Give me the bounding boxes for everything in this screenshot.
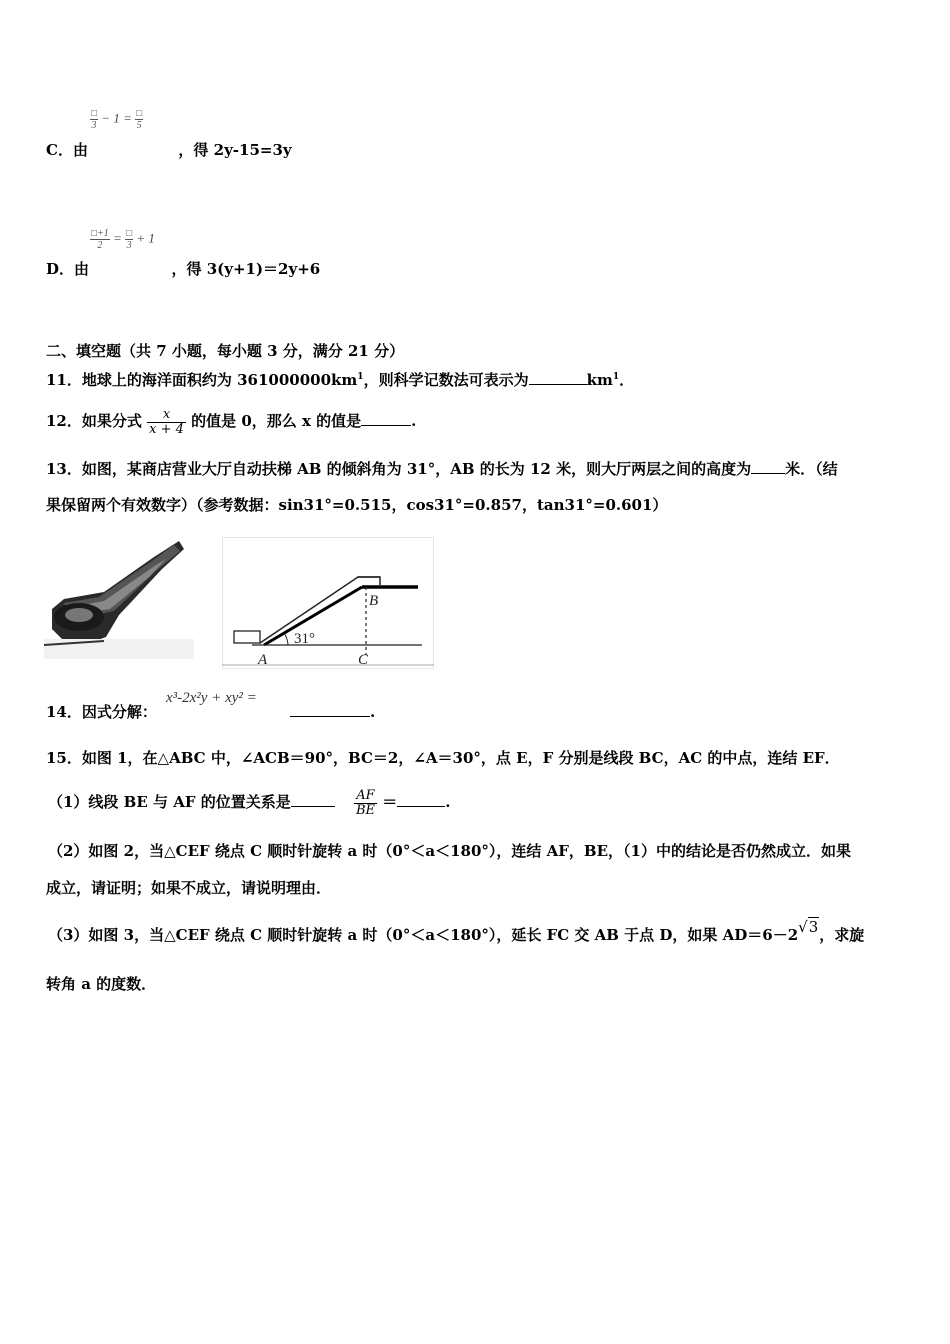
fig-label-b: B <box>369 593 379 609</box>
q11-end: ． <box>619 371 635 389</box>
escalator-diagram <box>222 537 434 669</box>
q12-end: . <box>411 412 417 430</box>
option-d-frac-right <box>125 228 133 251</box>
question-15-line1 <box>46 748 840 768</box>
option-d-label: D．由 <box>46 260 90 278</box>
q15-p1-blank1[interactable] <box>291 792 335 807</box>
q15-p1-prefix: （1）线段 BE 与 AF 的位置关系是 <box>48 793 291 811</box>
option-d-result: ，得 3(y+1)＝2y+6 <box>171 260 321 278</box>
option-c-equation <box>90 108 143 131</box>
frac-denominator: 2 <box>97 240 103 251</box>
option-c-frac-right <box>135 108 143 131</box>
q11-unit: km <box>586 371 613 389</box>
question-15-part1 <box>48 787 451 818</box>
equation-middle: = <box>113 230 122 246</box>
frac-numerator: x <box>147 408 186 423</box>
sqrt-3: √3 <box>798 918 819 936</box>
option-d-equation <box>90 228 155 251</box>
frac-denominator: x + 4 <box>149 421 184 437</box>
q11-answer-blank[interactable] <box>529 370 587 385</box>
frac-numerator: AF <box>354 789 377 804</box>
equation-tail: + 1 <box>136 230 155 246</box>
option-c-result: ，得 2y-15=3y <box>178 141 292 159</box>
question-14 <box>46 702 157 722</box>
question-15-part3-line2 <box>46 974 156 994</box>
frac-numerator: □ <box>126 228 133 239</box>
q14-answer-blank[interactable] <box>290 702 370 717</box>
question-13-line1 <box>46 459 838 479</box>
q12-answer-blank[interactable] <box>361 411 411 426</box>
q14-prefix: 14．因式分解： <box>46 703 157 721</box>
q11-text: 11．地球上的海洋面积约为 361000000km <box>46 371 358 389</box>
q11-sup1: 1 <box>357 372 364 382</box>
q12-suffix: 的值是 0，那么 x 的值是 <box>191 412 362 430</box>
frac-denominator: 5 <box>136 120 142 131</box>
option-c-label: C．由 <box>46 141 88 159</box>
q14-expr-text: x³-2x²y + xy² = <box>166 690 257 706</box>
fig-angle-label: 31° <box>294 631 315 647</box>
q15-p3-line1-text: （3）如图 3，当△CEF 绕点 C 顺时针旋转 a 时（0°＜a＜180°），延长 FC 交 AB 于点 D，如果 AD＝6－2 <box>48 926 799 944</box>
q15-p1-eq: ＝ <box>382 793 398 811</box>
q11-sup2: 1 <box>612 372 620 382</box>
question-15-part2-line2 <box>46 878 331 898</box>
q14-expression <box>166 690 257 707</box>
q13-answer-blank[interactable] <box>751 459 785 474</box>
q11-text2: ，则科学记数法可表示为 <box>363 371 529 389</box>
q12-fraction <box>147 408 186 437</box>
question-15-part2-line1 <box>48 841 851 861</box>
option-d-frac-left <box>90 228 110 251</box>
sqrt-radicand: 3 <box>808 918 819 936</box>
frac-numerator: □ <box>91 108 98 119</box>
escalator-photo <box>44 537 194 667</box>
q15-p3-line1-end: ，求旋 <box>819 926 865 944</box>
q15-p1-blank2[interactable] <box>397 792 445 807</box>
option-c <box>46 140 292 160</box>
question-15-part3-line1 <box>48 918 865 945</box>
question-13-line2 <box>46 495 667 515</box>
section-2-heading-text: 二、填空题（共 7 小题，每小题 3 分，满分 21 分） <box>46 342 405 360</box>
q13-line1-text: 13．如图，某商店营业大厅自动扶梯 AB 的倾斜角为 31°，AB 的长为 12 米，则大厅两层之间的高度为 <box>46 460 752 478</box>
question-11 <box>46 367 634 390</box>
q15-p2-line2-text: 成立，请证明；如果不成立，请说明理由． <box>46 879 332 897</box>
q15-p3-line2-text: 转角 a 的度数． <box>46 975 157 993</box>
q13-line1-end: 米．（结 <box>785 460 838 478</box>
frac-denominator: BE <box>355 802 376 818</box>
option-c-frac-left <box>90 108 98 131</box>
frac-numerator: □+1 <box>91 228 109 239</box>
equation-middle: − 1 = <box>101 110 132 126</box>
question-12 <box>46 406 416 437</box>
q15-line1-text: 15．如图 1，在△ABC 中，∠ACB＝90°，BC＝2，∠A＝30°，点 E，F 分别是线段 BC，AC 的中点，连结 EF． <box>46 749 840 767</box>
q14-answer <box>290 702 375 722</box>
section-2-heading <box>46 341 404 361</box>
q15-p1-end: . <box>445 793 451 811</box>
q13-line2-text: 果保留两个有效数字）（参考数据：sin31°=0.515，cos31°=0.857，tan31°=0.601） <box>46 496 668 514</box>
fig-label-a: A <box>258 652 268 668</box>
frac-denominator: 3 <box>126 240 132 251</box>
frac-denominator: 3 <box>91 120 97 131</box>
frac-numerator: □ <box>136 108 143 119</box>
q12-prefix: 12．如果分式 <box>46 412 142 430</box>
fig-label-c: C <box>358 652 369 668</box>
option-d <box>46 259 320 279</box>
q14-end: . <box>370 703 376 721</box>
q15-p2-line1-text: （2）如图 2，当△CEF 绕点 C 顺时针旋转 a 时（0°＜a＜180°），连结 AF，BE，（1）中的结论是否仍然成立．如果 <box>48 842 851 860</box>
q15-p1-fraction <box>354 789 377 818</box>
